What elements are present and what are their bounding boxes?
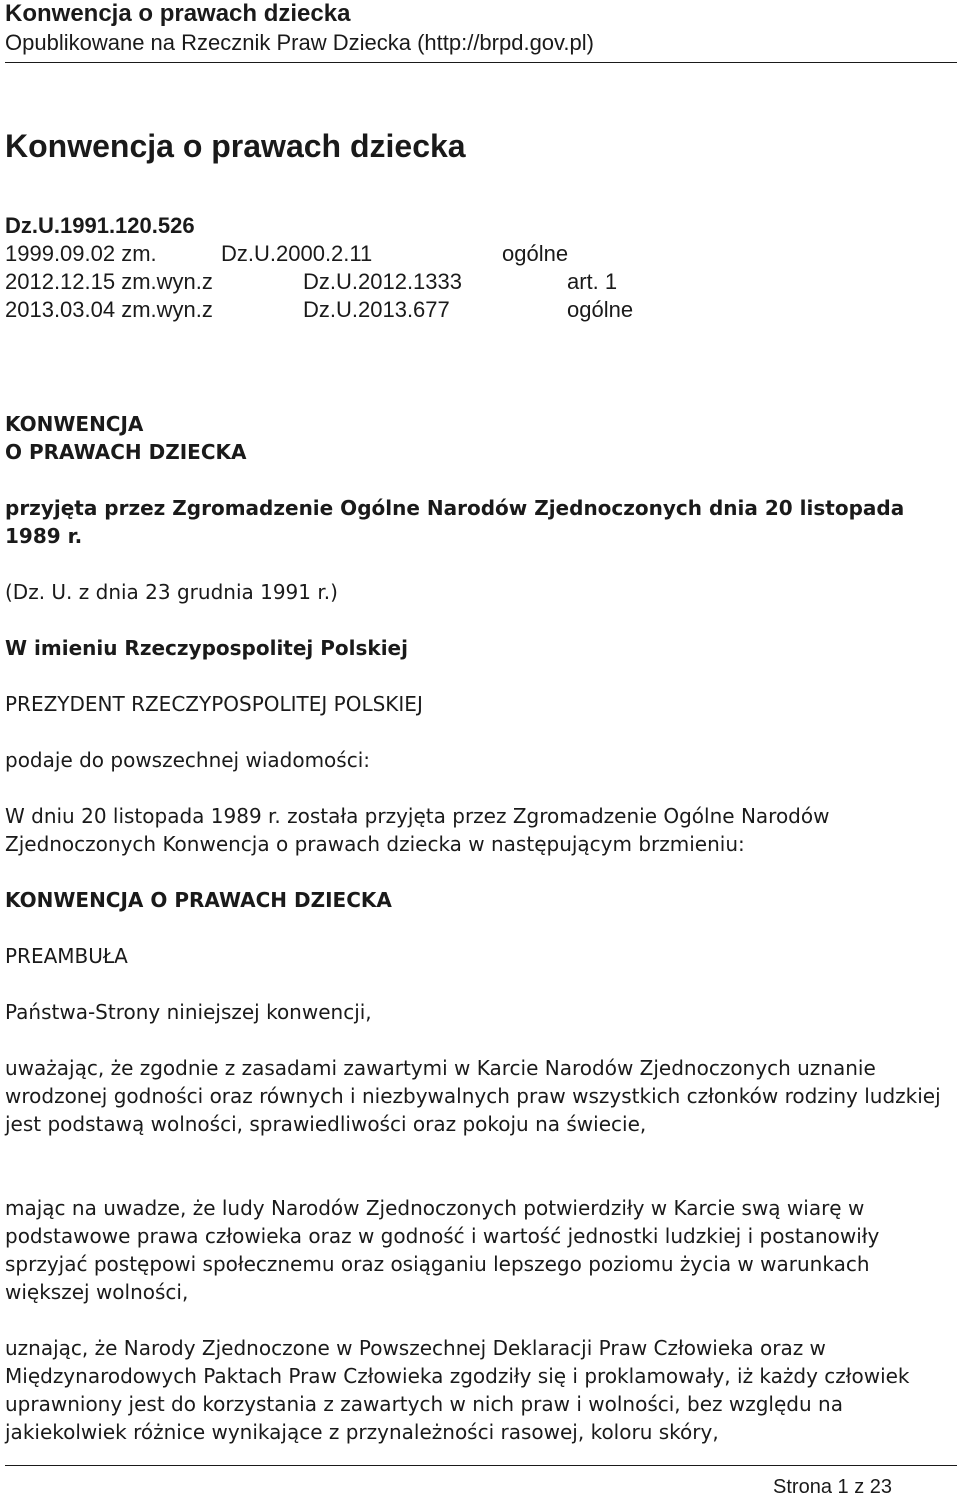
- amendment-reference: Dz.U.2000.2.11: [221, 241, 373, 266]
- main-reference: Dz.U.1991.120.526: [5, 213, 195, 238]
- preamble-paragraph: uważając, że zgodnie z zasadami zawartymi w Karcie Narodów Zjednoczonych uznanie wrodzonej godności oraz równych i niezbywalnych praw wszystkich członków rodziny ludzkiej jest podstawą wolności, sprawiedliwości oraz pokoju na świecie,: [5, 1056, 941, 1136]
- amendment-row: [5, 240, 569, 268]
- president-line: PREZYDENT RZECZYPOSPOLITEJ POLSKIEJ: [5, 692, 423, 716]
- amendment-scope: ogólne: [502, 241, 569, 266]
- amendment-reference: Dz.U.2013.677: [303, 297, 450, 322]
- amendment-reference: Dz.U.2012.1333: [303, 269, 462, 294]
- document-title: Konwencja o prawach dziecka: [5, 128, 466, 164]
- header-source: Opublikowane na Rzecznik Praw Dziecka (http://brpd.gov.pl): [5, 30, 594, 55]
- adoption-statement: przyjęta przez Zgromadzenie Ogólne Narodów Zjednoczonych dnia 20 listopada 1989 r.: [5, 496, 905, 548]
- preamble-heading: PREAMBUŁA: [5, 944, 128, 968]
- amendment-row: [5, 296, 634, 324]
- amendment-date: 2013.03.04 zm.wyn.z: [5, 297, 213, 322]
- page-number: Strona 1 z 23: [773, 1476, 892, 1498]
- announcement-line: podaje do powszechnej wiadomości:: [5, 748, 370, 772]
- amendment-scope: art. 1: [567, 269, 618, 294]
- footer-divider: [5, 1465, 957, 1466]
- preamble-paragraph: uznając, że Narody Zjednoczone w Powszechnej Deklaracji Praw Człowieka oraz w Międzynarodowych Paktach Praw Człowieka zgodziły się i proklamowały, iż każdy człowiek uprawniony jest do korzystania z zawartych w nich praw i wolności, bez względu na jakiekolwiek różnice wynikające z przynależności rasowej, koloru skóry,: [5, 1336, 910, 1444]
- amendment-date: 2012.12.15 zm.wyn.z: [5, 269, 213, 294]
- legal-references: [5, 212, 634, 324]
- amendment-scope: ogólne: [567, 297, 634, 322]
- amendment-row: [5, 268, 618, 296]
- intro-paragraph: W dniu 20 listopada 1989 r. została przyjęta przez Zgromadzenie Ogólne Narodów Zjednoczonych Konwencja o prawach dziecka w następującym brzmieniu:: [5, 804, 830, 856]
- journal-reference: (Dz. U. z dnia 23 grudnia 1991 r.): [5, 580, 338, 604]
- convention-heading-line1: KONWENCJA: [5, 412, 144, 436]
- preamble-paragraph: mając na uwadze, że ludy Narodów Zjednoczonych potwierdziły w Karcie swą wiarę w podstawowe prawa człowieka oraz w godność i wartość jednostki ludzkiej i postanowiły sprzyjać postępowi społecznemu oraz osiąganiu lepszego poziomu życia w warunkach większej wolności,: [5, 1196, 880, 1304]
- in-name-of: W imieniu Rzeczypospolitej Polskiej: [5, 636, 408, 660]
- page-header: [5, 0, 957, 63]
- header-title: Konwencja o prawach dziecka: [5, 0, 351, 27]
- convention-heading-line2: O PRAWACH DZIECKA: [5, 440, 247, 464]
- convention-heading: KONWENCJA O PRAWACH DZIECKA: [5, 888, 392, 912]
- amendment-date: 1999.09.02 zm.: [5, 241, 157, 266]
- states-parties-line: Państwa-Strony niniejszej konwencji,: [5, 1000, 372, 1024]
